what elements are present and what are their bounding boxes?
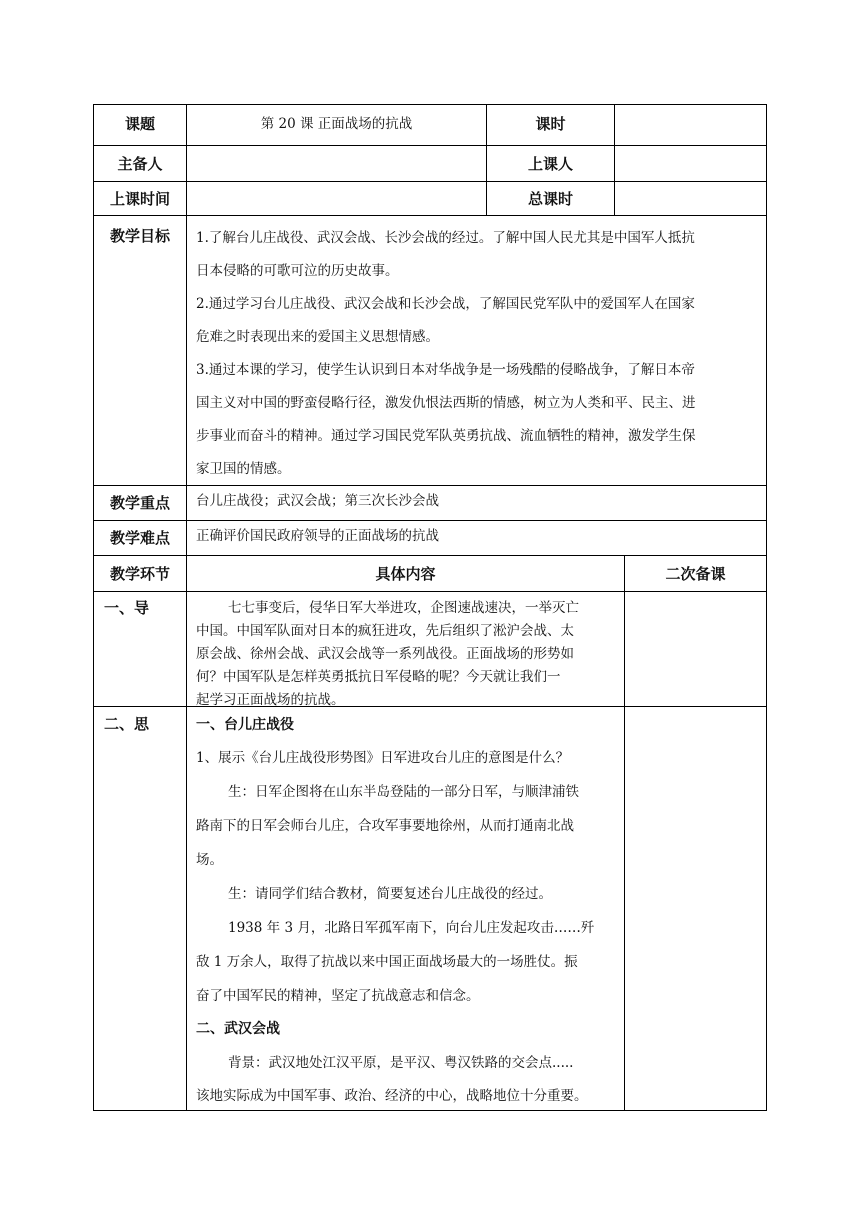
question-line: 1、展示《台儿庄战役形势图》日军进攻台儿庄的意图是什么？ <box>196 750 570 766</box>
table-border <box>93 181 767 182</box>
table-border <box>93 591 767 592</box>
intro-line: 何？中国军队是怎样英勇抵抗日军侵略的呢？今天就让我们一 <box>196 669 561 685</box>
period-label: 课时 <box>535 115 566 133</box>
teacher-label: 上课人 <box>527 155 573 173</box>
goal-line: 家卫国的情感。 <box>196 461 291 477</box>
section-heading: 二、武汉会战 <box>196 1021 280 1037</box>
difficult-label: 教学难点 <box>109 529 170 547</box>
goal-line: 危难之时表现出来的爱国主义思想情感。 <box>196 329 439 345</box>
topic-value: 第 20 课 正面战场的抗战 <box>260 116 413 132</box>
answer-line: 路南下的日军会师台儿庄，合攻军事要地徐州，从而打通南北战 <box>196 818 574 834</box>
table-border <box>624 555 625 1111</box>
second-prep-header: 二次备课 <box>665 565 726 583</box>
goal-line: 2.通过学习台儿庄战役、武汉会战和长沙会战，了解国民党军队中的爱国军人在国家 <box>196 296 695 312</box>
table-border <box>93 104 94 1111</box>
table-border <box>93 1110 767 1111</box>
table-border <box>93 706 767 707</box>
intro-line: 原会战、徐州会战、武汉会战等一系列战役。正面战场的形势如 <box>196 646 574 662</box>
table-border <box>93 104 767 105</box>
table-border <box>93 485 767 486</box>
intro-line: 起学习正面战场的抗战。 <box>196 692 345 708</box>
goal-line: 步事业而奋斗的精神。通过学习国民党军队英勇抗战、流血牺牲的精神，激发学生保 <box>196 428 696 444</box>
answer-line: 场。 <box>196 852 223 868</box>
think-label: 二、思 <box>104 715 150 733</box>
intro-line: 七七事变后，侵华日军大举进攻，企图速战速决，一举灭亡 <box>228 600 579 616</box>
table-border <box>93 145 767 146</box>
table-border <box>93 555 767 556</box>
narrative-line: 敌 1 万余人，取得了抗战以来中国正面战场最大的一场胜仗。振 <box>196 954 578 970</box>
key-label: 教学重点 <box>109 494 170 512</box>
preparer-label: 主备人 <box>117 155 163 173</box>
table-border <box>93 215 767 216</box>
prompt-line: 生：请同学们结合教材，简要复述台儿庄战役的经过。 <box>228 886 552 902</box>
goals-label: 教学目标 <box>109 227 170 245</box>
intro-line: 中国。中国军队面对日本的疯狂进攻，先后组织了淞沪会战、太 <box>196 623 574 639</box>
narrative-line: 1938 年 3 月，北路日军孤军南下，向台儿庄发起攻击……歼 <box>228 920 595 936</box>
section-heading: 一、台儿庄战役 <box>196 717 294 733</box>
goal-line: 3.通过本课的学习，使学生认识到日本对华战争是一场残酷的侵略战争，了解日本帝 <box>196 362 695 378</box>
content-header: 具体内容 <box>375 565 436 583</box>
table-border <box>614 104 615 216</box>
table-border <box>93 520 767 521</box>
topic-label: 课题 <box>124 115 155 133</box>
background-line: 背景：武汉地处江汉平原，是平汉、粤汉铁路的交会点..... <box>228 1055 574 1071</box>
key-value: 台儿庄战役；武汉会战；第三次长沙会战 <box>196 493 439 509</box>
time-label: 上课时间 <box>109 190 170 208</box>
stage-header: 教学环节 <box>109 565 170 583</box>
answer-line: 生：日军企图将在山东半岛登陆的一部分日军，与顺津浦铁 <box>228 784 579 800</box>
difficult-value: 正确评价国民政府领导的正面战场的抗战 <box>196 528 439 544</box>
intro-label: 一、导 <box>104 599 150 617</box>
goal-line: 国主义对中国的野蛮侵略行径，激发仇恨法西斯的情感，树立为人类和平、民主、进 <box>196 395 696 411</box>
table-border <box>186 104 187 1111</box>
goal-line: 日本侵略的可歌可泣的历史故事。 <box>196 263 399 279</box>
table-border <box>766 104 767 1111</box>
narrative-line: 奋了中国军民的精神，坚定了抗战意志和信念。 <box>196 988 480 1004</box>
background-line: 该地实际成为中国军事、政治、经济的中心，战略地位十分重要。 <box>196 1088 588 1104</box>
total-label: 总课时 <box>527 190 573 208</box>
goal-line: 1.了解台儿庄战役、武汉会战、长沙会战的经过。了解中国人民尤其是中国军人抵抗 <box>196 230 695 246</box>
